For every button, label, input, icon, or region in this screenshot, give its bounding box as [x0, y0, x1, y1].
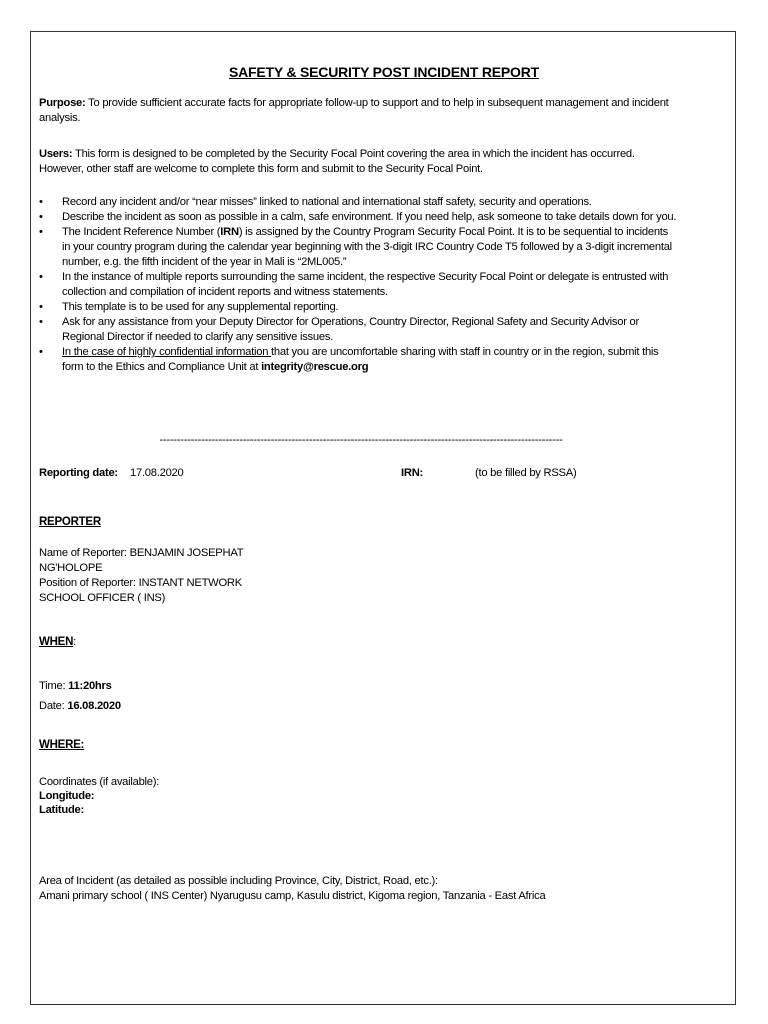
report-title: SAFETY & SECURITY POST INCIDENT REPORT: [228, 64, 540, 80]
latitude-label: Latitude:: [39, 804, 84, 816]
when-heading: WHEN: [39, 636, 74, 648]
purpose-label: Purpose:: [39, 97, 86, 109]
time-row: [39, 676, 679, 696]
reporter-position-line1: Position of Reporter: INSTANT NETWORK: [39, 577, 242, 589]
bullet-text: ) is assigned by the Country Program Security Focal Point. It is to be sequential to incidents in your country program during the calendar year beginning with the 3-digit IRC Country Code T5 followed by a 3-digit incremental number, e.g. the fifth incident of the year in Mali is “2ML005.”: [62, 226, 672, 268]
area-value: Amani primary school ( INS Center) Nyarugusu camp, Kasulu district, Kigoma region, Tanzania - East Africa: [39, 890, 546, 902]
bullet-text: Record any incident and/or “near misses” linked to national and international staff safety, security and operations.: [62, 196, 592, 208]
when-heading-row: [39, 635, 679, 650]
irn-bold: IRN: [220, 226, 239, 238]
date-row: [39, 696, 679, 716]
reporter-details: [39, 546, 679, 606]
list-item: [39, 195, 679, 210]
reporting-date-value: 17.08.2020: [130, 467, 184, 479]
where-heading: WHERE:: [39, 739, 85, 751]
bullet-text: Ask for any assistance from your Deputy Director for Operations, Country Director, Regional Safety and Security Advisor or Regional Director if needed to clarify any sensitive issues.: [62, 316, 639, 343]
separator-line: --------------------------------------------------------------------------------------------------------------------: [159, 434, 563, 446]
longitude-label: Longitude:: [39, 790, 95, 802]
instructions-list: [39, 195, 679, 375]
purpose-text: To provide sufficient accurate facts for appropriate follow-up to support and to help in subsequent management and incident analysis.: [39, 97, 669, 124]
area-block: [39, 874, 729, 904]
date-label: Date:: [39, 700, 68, 712]
time-value: 11:20hrs: [68, 680, 112, 692]
list-item: [39, 225, 679, 270]
list-item: [39, 315, 679, 345]
bullet-text: The Incident Reference Number (: [62, 226, 221, 238]
ethics-email[interactable]: integrity@rescue.org: [261, 361, 369, 373]
irn-value: (to be filled by RSSA): [475, 467, 577, 479]
bullet-text: that you are uncomfortable sharing with staff in country or in the region, submit this form to the Ethics and Compliance Unit at: [62, 346, 659, 373]
coordinates-block: [39, 775, 679, 817]
when-details: [39, 676, 679, 716]
reporter-position-line2: SCHOOL OFFICER ( INS): [39, 592, 166, 604]
reporter-heading: REPORTER: [39, 516, 101, 528]
time-label: Time:: [39, 680, 69, 692]
when-colon: :: [73, 636, 76, 648]
reporter-name-line1: Name of Reporter: BENJAMIN JOSEPHAT: [39, 547, 244, 559]
confidential-underlined: In the case of highly confidential information: [62, 346, 272, 358]
reporting-row: [39, 466, 729, 481]
bullet-text: In the instance of multiple reports surrounding the same incident, the respective Security Focal Point or delegate is entrusted with collection and compilation of incident reports and witness statements.: [62, 271, 669, 298]
reporter-name-line2: NG'HOLOPE: [39, 562, 103, 574]
bullet-text: This template is to be used for any supplemental reporting.: [62, 301, 339, 313]
coordinates-label: Coordinates (if available):: [39, 776, 160, 788]
date-value: 16.08.2020: [67, 700, 121, 712]
area-label: Area of Incident (as detailed as possible including Province, City, District, Road, etc.):: [39, 875, 438, 887]
list-item: [39, 345, 679, 375]
purpose-paragraph: [39, 96, 679, 126]
bullet-text: Describe the incident as soon as possible in a calm, safe environment. If you need help, ask someone to take details down for you.: [62, 211, 677, 223]
users-label: Users:: [39, 148, 73, 160]
list-item: [39, 300, 679, 315]
report-form: [30, 31, 736, 1005]
list-item: [39, 210, 679, 225]
list-item: [39, 270, 679, 300]
users-text: This form is designed to be completed by the Security Focal Point covering the area in which the incident has occurred. However, other staff are welcome to complete this form and submit to the Security Focal Point.: [39, 148, 635, 175]
reporting-date-label: Reporting date:: [39, 467, 118, 479]
irn-label: IRN:: [401, 467, 423, 479]
users-paragraph: [39, 147, 679, 177]
